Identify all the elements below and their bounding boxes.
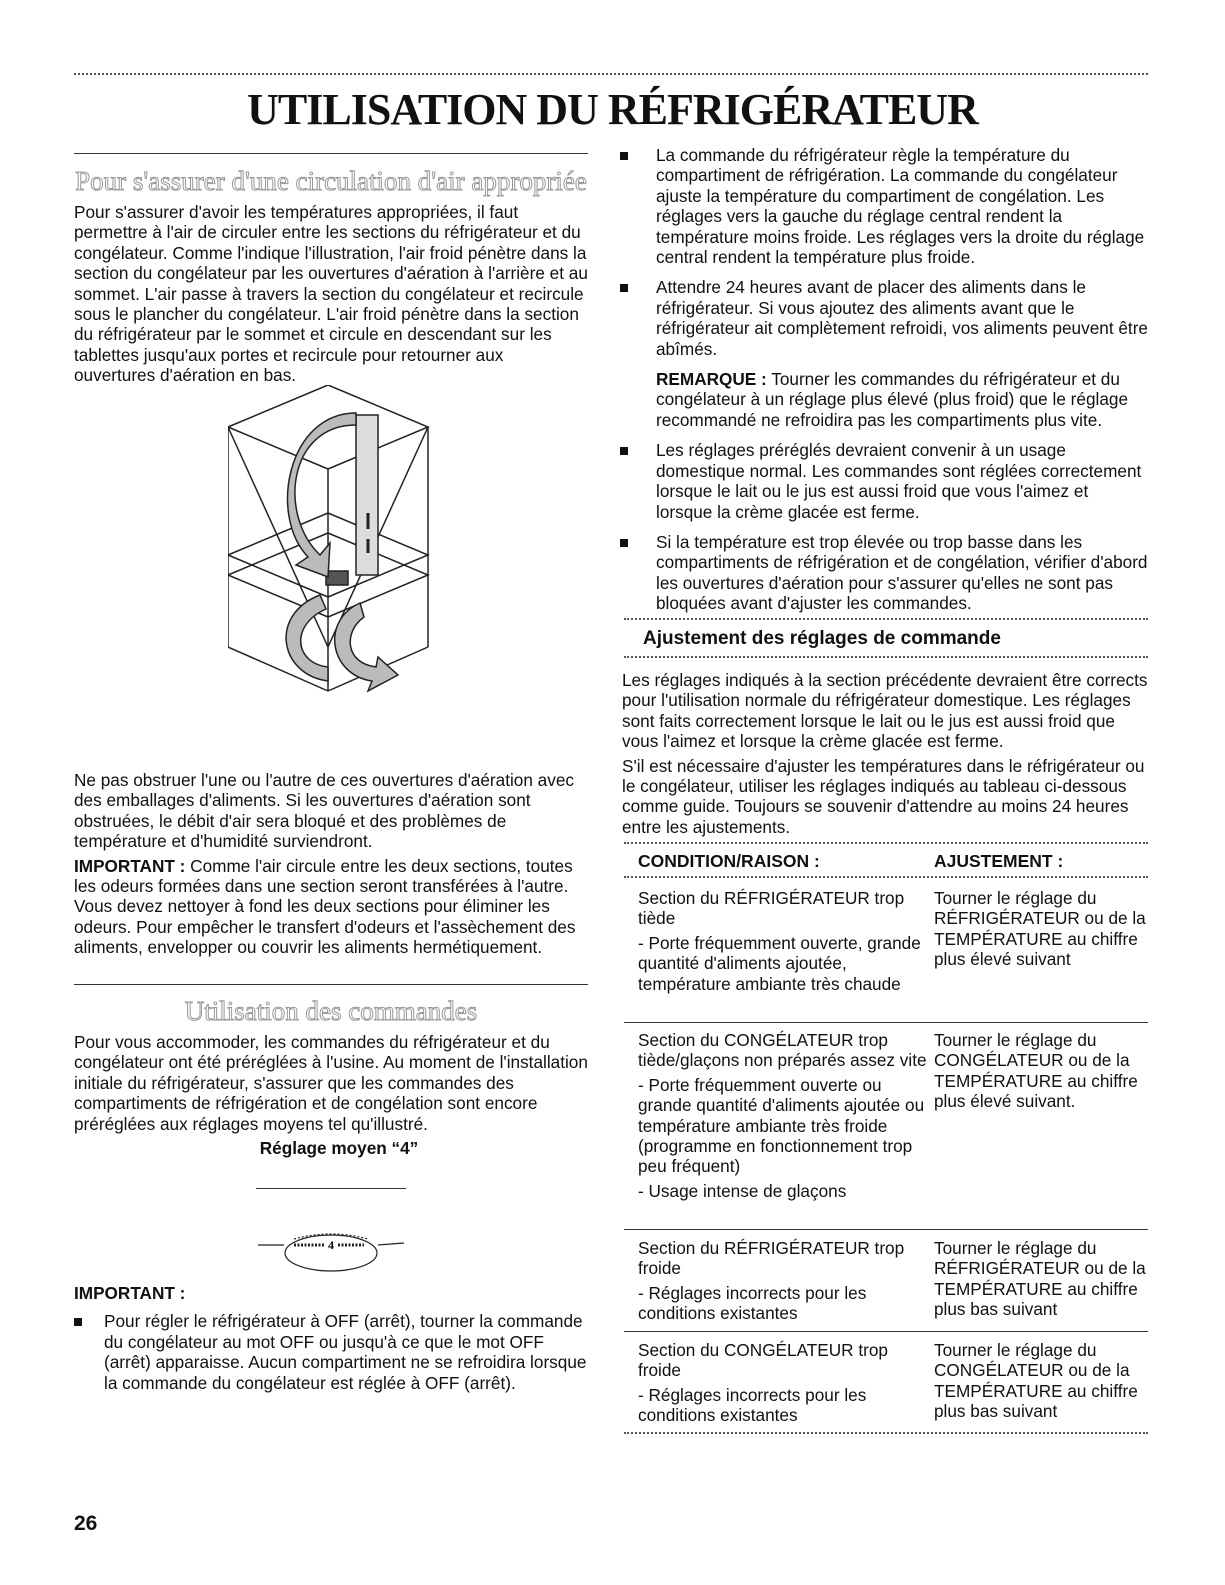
commands-paragraph: Pour vous accommoder, les commandes du réfrigérateur et du congélateur ont été préréglées à l'usine. Au moment de l'installation initiale du réfrigérateur, s'assurer que les commandes des compartiments de réfrigération et de congélation sont encore préréglées aux réglages moyens tel qu'illustré. (74, 1032, 588, 1134)
table-cell-adjust: Tourner le réglage du CONGÉLATEUR ou de la TEMPÉRATURE au chiffre plus élevé suivant. (934, 1030, 1138, 1112)
table-cell-adjust: Tourner le réglage du RÉFRIGÉRATEUR ou de la TEMPÉRATURE au chiffre plus élevé suivant (934, 888, 1146, 970)
table-cell-adjust: Tourner le réglage du CONGÉLATEUR ou de la TEMPÉRATURE au chiffre plus bas suivant (934, 1340, 1138, 1422)
air-paragraph-1: Pour s'assurer d'avoir les températures appropriées, il faut permettre à l'air de circuler entre les sections du réfrigérateur et du congélateur. Comme l'indique l'illustration, l'air froid pénètre dans la section du congélateur par les ouvertures d'aération à l'arrière et au sommet. L'air passe à travers la section du congélateur et recircule sous le plancher du congélateur. L'air froid pénètre dans la section du réfrigérateur par le sommet et circule en descendant sur les tablettes jusqu'aux portes et recircule pour retourner aux ouvertures d'aération en bas. (74, 202, 588, 386)
condition-main: Section du CONGÉLATEUR trop froide (638, 1340, 888, 1381)
condition-reason: - Réglages incorrects pour les conditions existantes (638, 1384, 867, 1426)
section-rule-air (74, 153, 588, 154)
remarque-note (620, 369, 1148, 430)
section-title-air-circulation: Pour s'assurer d'une circulation d'air appropriée (75, 166, 587, 196)
section-rule-commands (74, 984, 588, 985)
control-dial (254, 1225, 408, 1275)
table-cell-adjust: Tourner le réglage du RÉFRIGÉRATEUR ou de la TEMPÉRATURE au chiffre plus bas suivant (934, 1238, 1146, 1320)
table-header-adjust: AJUSTEMENT : (934, 851, 1064, 871)
condition-reason: - Porte fréquemment ouverte ou grande quantité d'aliments ajoutée ou température ambiante très froide (programme en fonctionnement trop peu fréquent) (638, 1074, 925, 1177)
important-label: IMPORTANT : (74, 855, 186, 876)
air-paragraph-3 (74, 856, 588, 958)
adjust-rule-top (624, 618, 1148, 620)
setting-caption: Réglage moyen “4” (259, 1138, 419, 1159)
remarque-label: REMARQUE : (656, 369, 767, 390)
table-row-divider (624, 1331, 1148, 1332)
table-row-divider (624, 1229, 1148, 1230)
condition-main: Section du CONGÉLATEUR trop tiède/glaçons non préparés assez vite (638, 1030, 927, 1071)
caption-underline (256, 1188, 406, 1189)
adjust-paragraph-2: S'il est nécessaire d'ajuster les températures dans le réfrigérateur ou le congélateur, utiliser les réglages indiqués au tableau ci-dessous comme guide. Toujours se souvenir d'attendre au moins 24 heures entre les ajustements. (622, 755, 1145, 837)
left-column-commands (74, 996, 588, 1158)
table-cell-condition (638, 1340, 928, 1430)
left-column-air (74, 166, 588, 390)
adjust-rule-bottom (624, 656, 1148, 658)
adjust-paragraph-1: Les réglages indiqués à la section précédente devraient être corrects pour l'utilisation normale du réfrigérateur domestique. Les réglages sont faits correctement lorsque le lait ou le jus est aussi froid que vous l'aimez et lorsque la crème glacée est ferme. (622, 670, 1148, 752)
table-cell-condition (638, 1238, 928, 1328)
condition-main: Section du RÉFRIGÉRATEUR trop froide (638, 1238, 905, 1279)
airflow-arrows (286, 413, 398, 691)
airflow-illustration (228, 385, 432, 695)
condition-main: Section du RÉFRIGÉRATEUR trop tiède (638, 888, 905, 929)
page-number: 26 (74, 1512, 98, 1535)
table-rule-bottom (624, 1432, 1148, 1434)
table-row-divider (624, 1022, 1148, 1023)
table-rule-header (624, 876, 1148, 878)
left-column-air-lower (74, 770, 588, 962)
important-heading: IMPORTANT : (74, 1283, 186, 1303)
table-rule-top (624, 842, 1148, 844)
bullet-off-setting: Pour régler le réfrigérateur à OFF (arrêt), tourner la commande du congélateur au mot OFF ou jusqu'à ce que le mot OFF (arrêt) apparaisse. Aucun compartiment ne se refroidira lorsque la commande du congélateur est réglée à OFF (arrêt). (74, 1311, 588, 1393)
section-title-commands: Utilisation des commandes (184, 996, 478, 1026)
bullet-check-vents: Si la température est trop élevée ou trop basse dans les compartiments de réfrigération et de congélation, vérifier d'abord les ouvertures d'aération pour s'assurer qu'elles ne sont pas bloquées avant d'ajuster les commandes. (620, 532, 1148, 614)
bullet-preset-settings: Les réglages préréglés devraient convenir à un usage domestique normal. Les commandes sont réglées correctement lorsque le lait ou le jus est aussi froid que vous l'aimez et lorsque la crème glacée est ferme. (620, 440, 1148, 522)
right-column-adjust (622, 670, 1150, 841)
table-cell-condition (638, 888, 928, 998)
condition-reason: - Porte fréquemment ouverte, grande quantité d'aliments ajoutée, température ambiante très chaude (638, 932, 921, 994)
condition-reason-extra: - Usage intense de glaçons (638, 1180, 847, 1201)
bullet-control-explanation: La commande du réfrigérateur règle la température du compartiment de réfrigération. La commande du congélateur ajuste la température du compartiment de congélation. Les réglages vers la gauche du réglage central rendent la température moins froide. Les réglages vers la droite du réglage central rendent la température plus froide. (620, 145, 1148, 267)
bullet-wait-24h: Attendre 24 heures avant de placer des aliments dans le réfrigérateur. Si vous ajoutez des aliments avant que le réfrigérateur ait complètement refroidi, vos aliments peuvent être abîmés. (620, 277, 1148, 359)
air-paragraph-2: Ne pas obstruer l'une ou l'autre de ces ouvertures d'aération avec des emballages d'aliments. Si les ouvertures d'aération sont obstruées, le débit d'air sera bloqué et des problèmes de température et d'humidité surviendront. (74, 770, 574, 852)
left-column-important (74, 1283, 588, 1403)
condition-reason: - Réglages incorrects pour les conditions existantes (638, 1282, 867, 1324)
table-header-condition: CONDITION/RAISON : (638, 851, 820, 871)
table-cell-condition (638, 1030, 928, 1205)
remarque-text: Tourner les commandes du réfrigérateur et du congélateur à un réglage plus élevé (plus froid) que le réglage recommandé ne refroidira pas les compartiments plus vite. (656, 369, 1129, 430)
dial-value: 4 (328, 1238, 334, 1252)
top-dotted-rule (74, 73, 1148, 75)
adjust-section-title: Ajustement des réglages de commande (643, 628, 1001, 649)
right-column-top (620, 145, 1148, 624)
important-text: Comme l'air circule entre les deux sections, toutes les odeurs formées dans une section seront transférées à l'autre. Vous devez nettoyer à fond les deux sections pour éliminer les odeurs. Pour empêcher le transfert d'odeurs et l'assèchement des aliments, envelopper ou couvrir les aliments hermétiquement. (74, 855, 576, 958)
page-title: UTILISATION DU RÉFRIGÉRATEUR (247, 85, 978, 134)
